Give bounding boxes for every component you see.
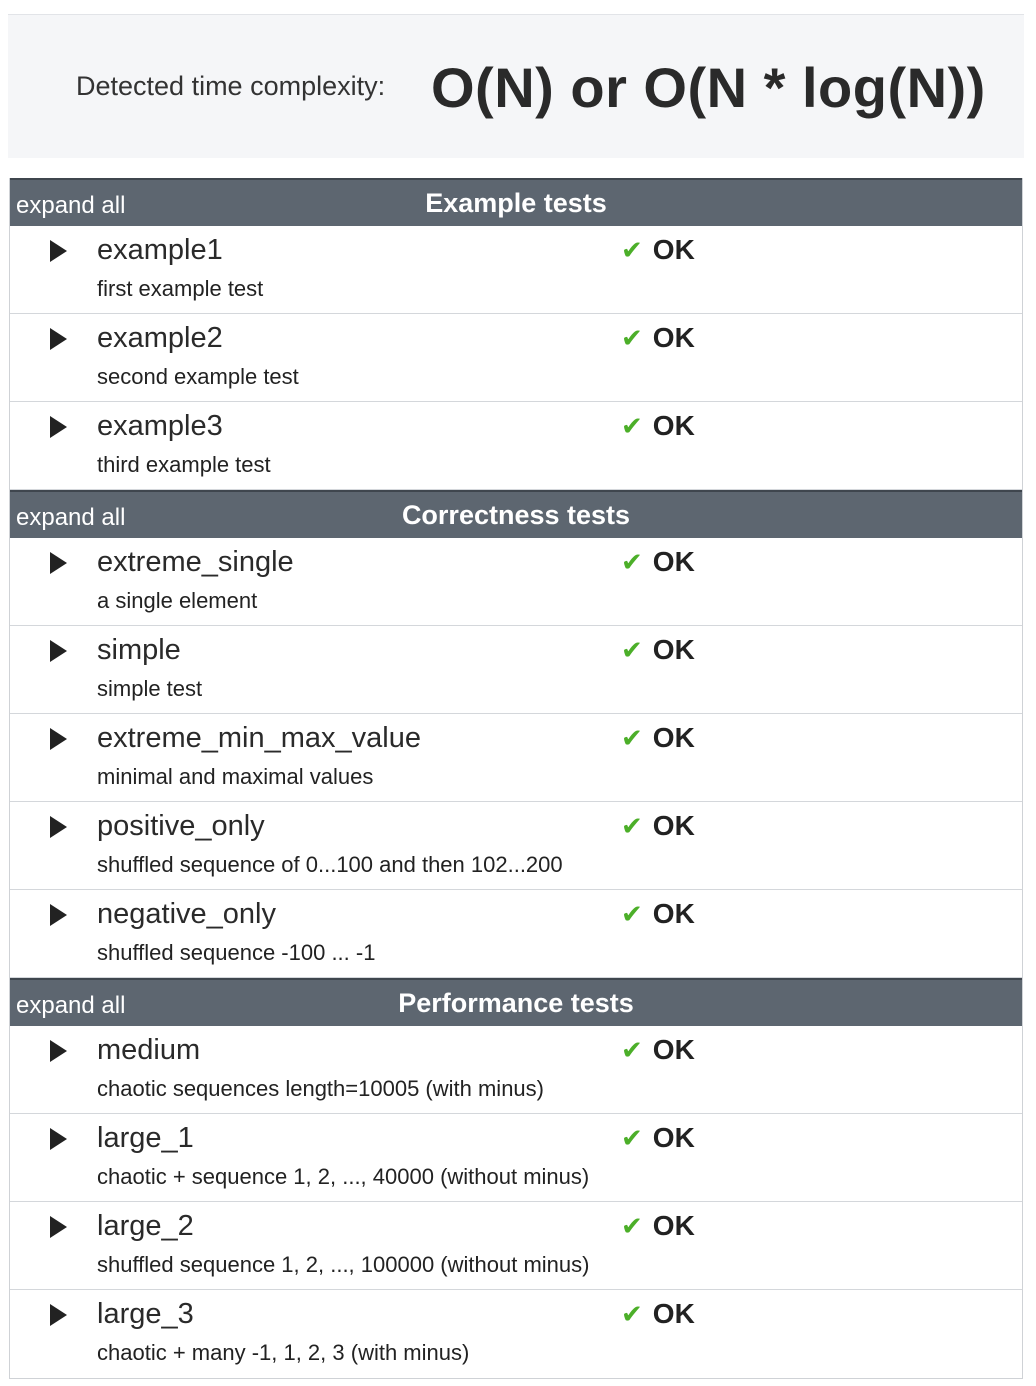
check-icon: ✔	[621, 1036, 643, 1066]
test-description: third example test	[97, 452, 271, 477]
test-status: ✔ OK	[621, 1034, 695, 1066]
group-title: Performance tests	[398, 988, 634, 1018]
test-description: first example test	[97, 276, 264, 301]
test-row[interactable]	[10, 538, 1022, 626]
test-description: shuffled sequence 1, 2, ..., 100000 (without minus)	[97, 1252, 590, 1277]
triangle-right-icon[interactable]	[50, 728, 67, 750]
test-name: negative_only	[97, 898, 276, 930]
test-name: large_1	[97, 1122, 194, 1154]
check-icon: ✔	[621, 236, 643, 266]
triangle-right-icon[interactable]	[50, 816, 67, 838]
test-status: ✔ OK	[621, 634, 695, 666]
triangle-right-icon[interactable]	[50, 328, 67, 350]
test-status: ✔ OK	[621, 1122, 695, 1154]
expand-all-button[interactable]: expand all	[16, 192, 126, 219]
group-header-correctness	[10, 490, 1022, 538]
group-header-example	[10, 178, 1022, 226]
test-row[interactable]	[10, 802, 1022, 890]
check-icon: ✔	[621, 1124, 643, 1154]
test-description: chaotic + many -1, 1, 2, 3 (with minus)	[97, 1340, 470, 1365]
complexity-panel	[8, 14, 1024, 158]
expand-all-button[interactable]: expand all	[16, 992, 126, 1019]
expand-all-button[interactable]: expand all	[16, 504, 126, 531]
test-status: ✔ OK	[621, 898, 695, 930]
triangle-right-icon[interactable]	[50, 416, 67, 438]
test-name: simple	[97, 634, 181, 666]
check-icon: ✔	[621, 1300, 643, 1330]
test-description: shuffled sequence of 0...100 and then 102...200	[97, 852, 563, 877]
triangle-right-icon[interactable]	[50, 904, 67, 926]
triangle-right-icon[interactable]	[50, 1216, 67, 1238]
test-row[interactable]	[10, 402, 1022, 490]
triangle-right-icon[interactable]	[50, 1128, 67, 1150]
check-icon: ✔	[621, 724, 643, 754]
check-icon: ✔	[621, 324, 643, 354]
complexity-label: Detected time complexity:	[76, 71, 386, 101]
test-description: chaotic sequences length=10005 (with minus)	[97, 1076, 544, 1101]
test-description: shuffled sequence -100 ... -1	[97, 940, 376, 965]
test-row[interactable]	[10, 626, 1022, 714]
complexity-value: O(N) or O(N * log(N))	[431, 56, 986, 119]
test-row[interactable]	[10, 1202, 1022, 1290]
test-status: ✔ OK	[621, 810, 695, 842]
triangle-right-icon[interactable]	[50, 640, 67, 662]
test-name: large_3	[97, 1298, 194, 1330]
test-row[interactable]	[10, 1114, 1022, 1202]
test-status: ✔ OK	[621, 234, 695, 266]
test-row[interactable]	[10, 1290, 1022, 1378]
test-description: chaotic + sequence 1, 2, ..., 40000 (without minus)	[97, 1164, 590, 1189]
test-row[interactable]	[10, 1026, 1022, 1114]
test-status: ✔ OK	[621, 1210, 695, 1242]
test-name: example3	[97, 410, 223, 442]
test-status: ✔ OK	[621, 546, 695, 578]
test-name: extreme_single	[97, 546, 294, 578]
triangle-right-icon[interactable]	[50, 552, 67, 574]
test-row[interactable]	[10, 890, 1022, 978]
test-description: simple test	[97, 676, 203, 701]
test-name: large_2	[97, 1210, 194, 1242]
check-icon: ✔	[621, 548, 643, 578]
check-icon: ✔	[621, 636, 643, 666]
test-row[interactable]	[10, 226, 1022, 314]
check-icon: ✔	[621, 812, 643, 842]
test-status: ✔ OK	[621, 1298, 695, 1330]
test-description: second example test	[97, 364, 299, 389]
test-name: extreme_min_max_value	[97, 722, 421, 754]
test-status: ✔ OK	[621, 322, 695, 354]
test-name: positive_only	[97, 810, 265, 842]
test-description: minimal and maximal values	[97, 764, 374, 789]
triangle-right-icon[interactable]	[50, 1040, 67, 1062]
check-icon: ✔	[621, 1212, 643, 1242]
test-description: a single element	[97, 588, 258, 613]
check-icon: ✔	[621, 412, 643, 442]
test-results	[9, 178, 1023, 1379]
group-header-performance	[10, 978, 1022, 1026]
test-name: example1	[97, 234, 223, 266]
test-row[interactable]	[10, 714, 1022, 802]
test-status: ✔ OK	[621, 410, 695, 442]
triangle-right-icon[interactable]	[50, 240, 67, 262]
test-status: ✔ OK	[621, 722, 695, 754]
test-name: medium	[97, 1034, 201, 1066]
group-title: Correctness tests	[401, 500, 631, 530]
group-title: Example tests	[425, 188, 607, 218]
test-row[interactable]	[10, 314, 1022, 402]
check-icon: ✔	[621, 900, 643, 930]
triangle-right-icon[interactable]	[50, 1304, 67, 1326]
test-name: example2	[97, 322, 223, 354]
